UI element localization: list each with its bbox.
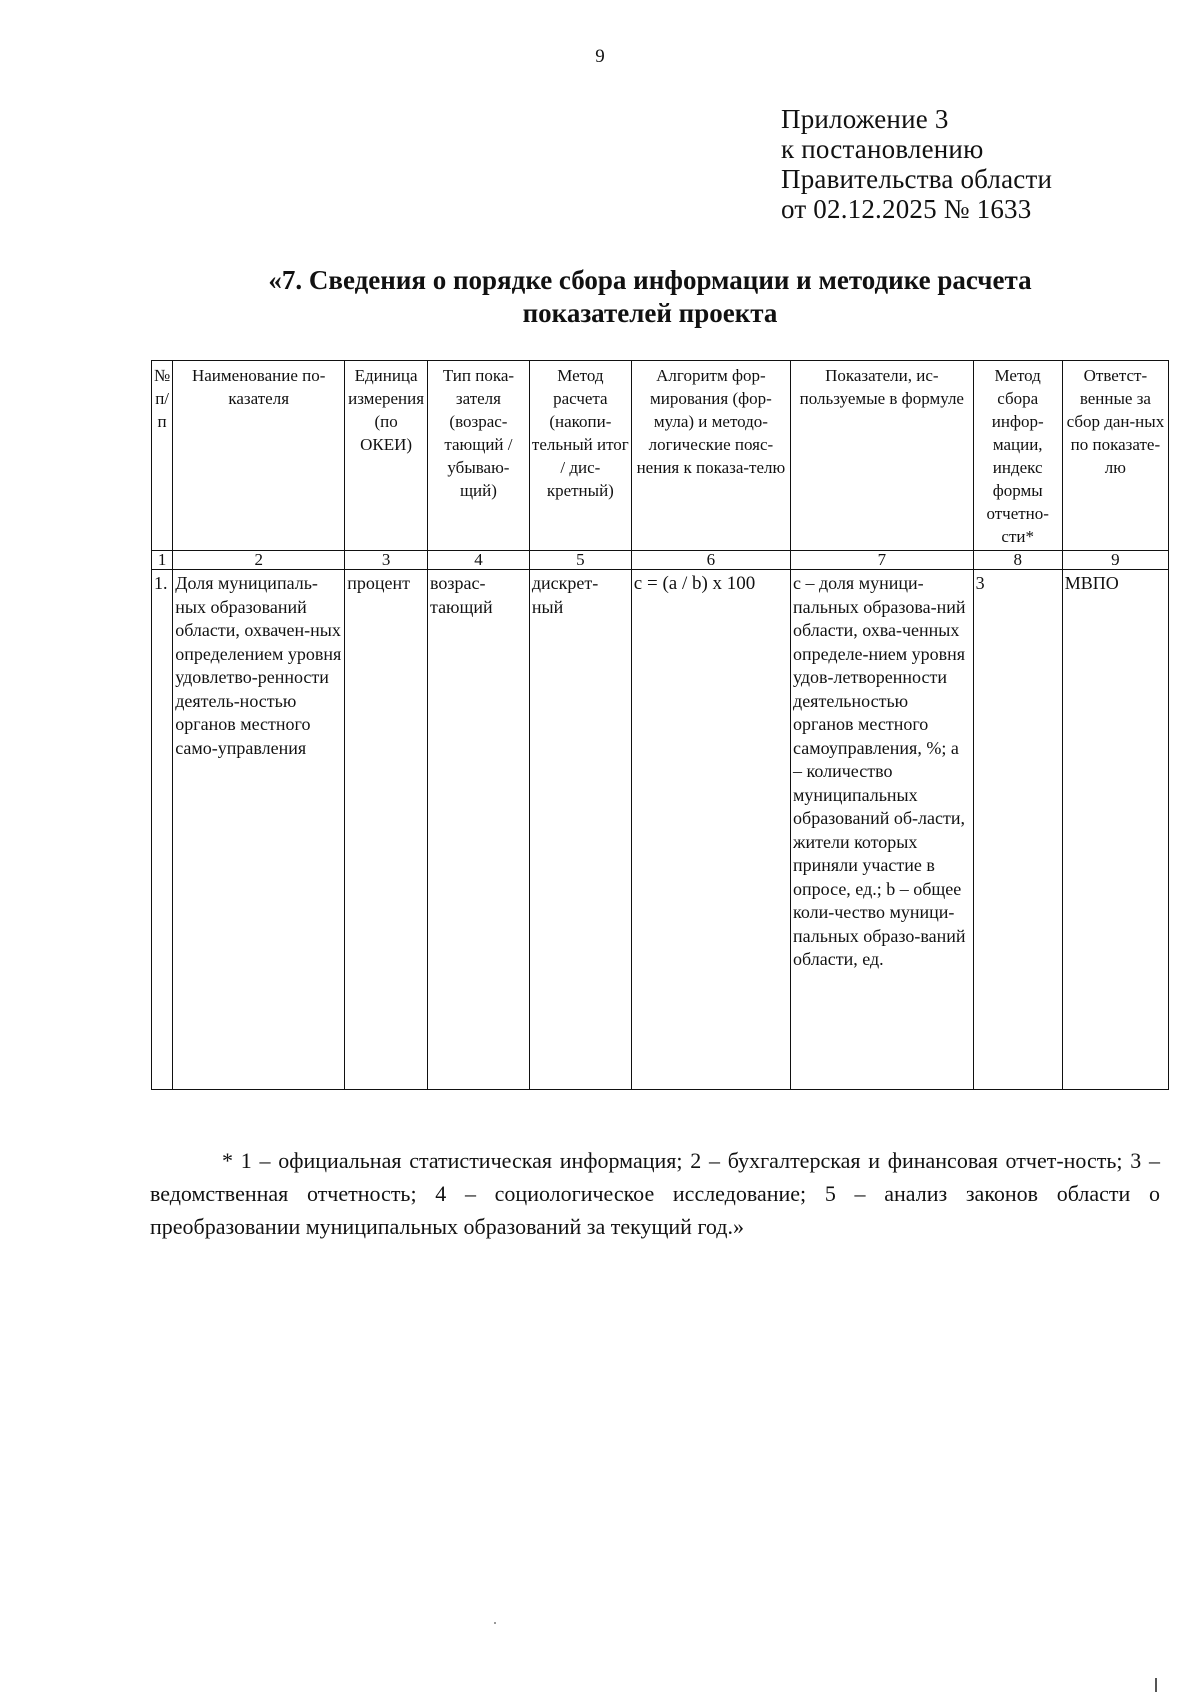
appendix-line-1: Приложение 3: [781, 104, 949, 134]
column-number: 7: [791, 551, 974, 570]
formula-indicators: c – доля муници-пальных образова-ний области, охва-ченных определе-нием уровня удов-летворенности деятельностью органов местного самоуправления, %; a – количество муниципальных образований об-ласти, жители которых приняли участие в опросе, ед.; b – общее коли-чество муници-пальных образо-ваний области, ед.: [791, 570, 974, 1090]
footnote: * 1 – официальная статистическая информация; 2 – бухгалтерская и финансовая отчет-ность; 3 – ведомственная отчетность; 4 – социологическое исследование; 5 – анализ законов области о преобразовании муниципальных образований за текущий год.»: [150, 1148, 1160, 1239]
unit-of-measure: процент: [345, 570, 428, 1090]
column-number-row: [152, 551, 1169, 570]
header-cell: Метод сбора инфор-мации, индекс формы отчетно-сти*: [973, 361, 1062, 551]
row-number: 1.: [152, 570, 173, 1090]
header-cell: Показатели, ис-пользуемые в формуле: [791, 361, 974, 551]
appendix-line-3: Правительства области: [781, 164, 1053, 194]
column-number: 3: [345, 551, 428, 570]
appendix-line-2: к постановлению: [781, 134, 984, 164]
collection-method: 3: [973, 570, 1062, 1090]
indicator-name: Доля муниципаль-ных образований области, охвачен-ных определением уровня удовлетво-ренности деятель-ностью органов местного само-управления: [173, 570, 345, 1090]
header-cell: Алгоритм фор-мирования (фор-мула) и методо-логические пояс-нения к показа-телю: [631, 361, 790, 551]
document-title: [150, 264, 1150, 330]
column-number: 9: [1062, 551, 1168, 570]
appendix-line-4: от 02.12.2025 № 1633: [781, 194, 1032, 224]
column-number: 4: [427, 551, 529, 570]
header-cell: Единица измерения (по ОКЕИ): [345, 361, 428, 551]
title-line-2: показателей проекта: [522, 298, 778, 328]
formula: c = (a / b) x 100: [631, 570, 790, 1090]
column-number: 1: [152, 551, 173, 570]
table-header-row: [152, 361, 1169, 551]
calculation-method: дискрет-ный: [529, 570, 631, 1090]
table-row: [152, 570, 1169, 1090]
column-number: 6: [631, 551, 790, 570]
header-cell: Ответст-венные за сбор дан-ных по показате-лю: [1062, 361, 1168, 551]
page-number: 9: [595, 46, 605, 67]
scan-artifact: [1155, 1678, 1157, 1692]
responsible-body: МВПО: [1062, 570, 1168, 1090]
title-line-1: «7. Сведения о порядке сбора информации и методике расчета: [268, 265, 1032, 295]
column-number: 8: [973, 551, 1062, 570]
header-cell: Тип пока-зателя (возрас-тающий / убываю-щий): [427, 361, 529, 551]
indicators-table: [151, 360, 1169, 1090]
scan-artifact: [494, 1622, 496, 1624]
header-cell: Наименование по-казателя: [173, 361, 345, 551]
column-number: 5: [529, 551, 631, 570]
header-cell: № п/п: [152, 361, 173, 551]
appendix-block: [781, 104, 1052, 224]
column-number: 2: [173, 551, 345, 570]
indicator-type: возрас-тающий: [427, 570, 529, 1090]
header-cell: Метод расчета (накопи-тельный итог / дис-кретный): [529, 361, 631, 551]
